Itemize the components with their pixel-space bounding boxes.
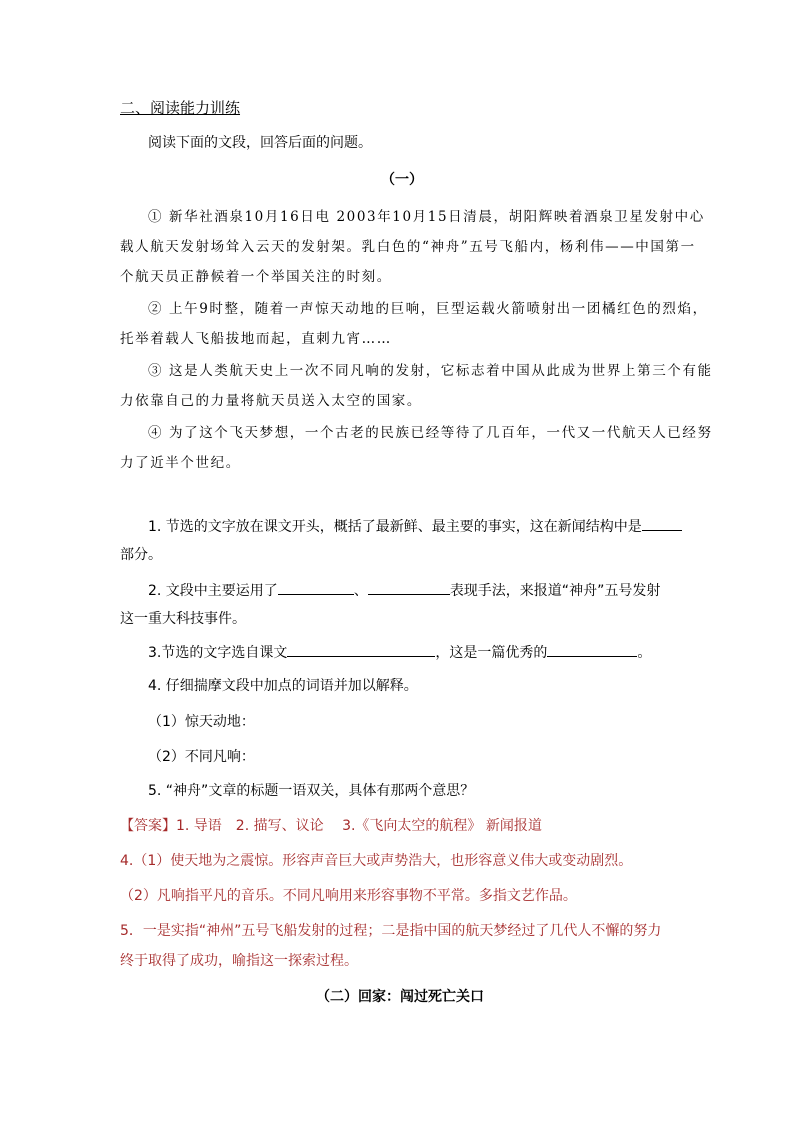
- passage-line: 个航天员正静候着一个举国关注的时刻。: [120, 269, 392, 285]
- answer-tag: 【答案】: [120, 818, 176, 834]
- passage-line: ① 新华社酒泉10月16日电 2003年10月15日清晨，胡阳辉映着酒泉卫星发射中心: [148, 209, 705, 225]
- question-3: [148, 642, 651, 662]
- answer-blank: [547, 642, 637, 657]
- answer-blank: [287, 642, 435, 657]
- passage-line: 载人航天发射场耸入云天的发射架。乳白色的“神舟”五号飞船内，杨利伟——中国第一: [120, 239, 696, 255]
- answer-4-1: 4.（1）使天地为之震惊。形容声音巨大或声势浩大，也形容意义伟大或变动剧烈。: [120, 853, 633, 869]
- passage-line: 托举着载人飞船拔地而起，直刺九宵……: [120, 331, 392, 347]
- instruction-text: 阅读下面的文段，回答后面的问题。: [148, 135, 372, 151]
- question-5: 5. “神舟”文章的标题一语双关，具体有那两个意思？: [148, 783, 475, 799]
- answer-4-2: （2）凡响指平凡的音乐。不同凡响用来形容事物不平常。多指文艺作品。: [120, 888, 577, 904]
- question-text: 、: [353, 583, 368, 599]
- part2-title: （二）回家：闯过死亡关口: [316, 989, 484, 1005]
- answer-blank: [278, 580, 354, 595]
- question-text: 这一重大科技事件。: [120, 611, 246, 627]
- question-text: 2. 文段中主要运用了: [148, 583, 278, 599]
- answer-blank: [368, 580, 450, 595]
- answer-line-1: [120, 817, 542, 835]
- part1-title: （一）: [381, 172, 423, 188]
- question-1: [148, 516, 682, 536]
- question-text: 表现手法，来报道“神舟”五号发射: [449, 583, 661, 599]
- section-heading: 二、阅读能力训练: [120, 99, 241, 117]
- answer-text: 1. 导语 2. 描写、议论 3.《飞向太空的航程》 新闻报道: [176, 818, 542, 834]
- passage-line: ② 上午9时整，随着一声惊天动地的巨响，巨型运载火箭喷射出一团橘红色的烈焰，: [148, 301, 708, 317]
- question-text: 。: [637, 645, 652, 661]
- answer-blank: [642, 516, 682, 531]
- question-text: ，这是一篇优秀的: [435, 645, 548, 661]
- question-4-2: （2）不同凡响：: [148, 749, 255, 765]
- question-2: [148, 580, 660, 600]
- question-4-1: （1）惊天动地：: [148, 714, 255, 730]
- question-text: 部分。: [120, 547, 162, 563]
- passage-line: ③ 这是人类航天史上一次不同凡响的发射，它标志着中国从此成为世界上第三个有能: [148, 363, 713, 379]
- question-text: 3.节选的文字选自课文: [148, 645, 288, 661]
- question-4: 4. 仔细揣摩文段中加点的词语并加以解释。: [148, 678, 418, 694]
- passage-line: 力了近半个世纪。: [120, 455, 241, 471]
- answer-5-line-1: 5．一是实指“神州”五号飞船发射的过程；二是指中国的航天梦经过了几代人不懈的努力: [120, 923, 662, 939]
- answer-5-line-2: 终于取得了成功，喻指这一探索过程。: [120, 953, 358, 969]
- question-text: 1. 节选的文字放在课文开头，概括了最新鲜、最主要的事实，这在新闻结构中是: [148, 519, 642, 535]
- passage-line: ④ 为了这个飞天梦想，一个古老的民族已经等待了几百年，一代又一代航天人已经努: [148, 425, 713, 441]
- passage-line: 力依靠自己的力量将航天员送入太空的国家。: [120, 393, 422, 409]
